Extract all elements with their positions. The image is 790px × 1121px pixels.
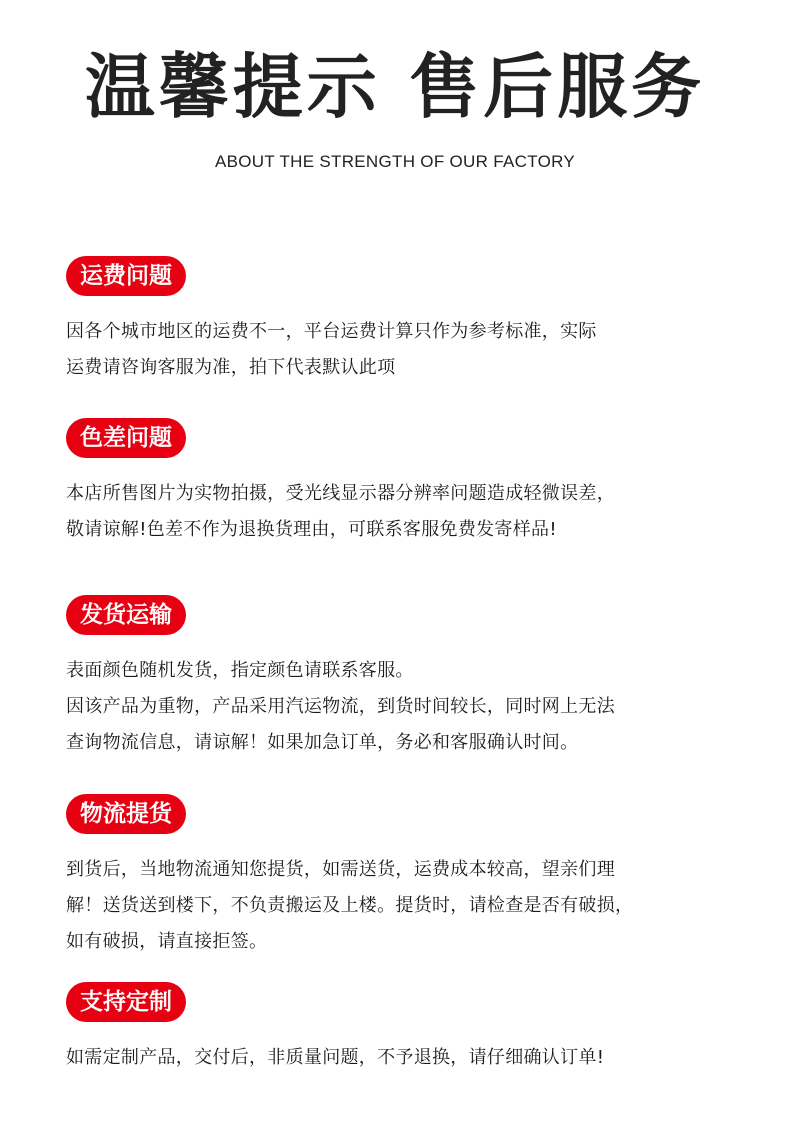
- section-text-line: 因该产品为重物，产品采用汽运物流，到货时间较长，同时网上无法: [66, 696, 615, 717]
- page-title: 温馨提示 售后服务: [84, 46, 706, 128]
- section-text-line: 如有破损，请直接拒签。: [66, 931, 268, 952]
- section-text-line: 敬请谅解!色差不作为退换货理由，可联系客服免费发寄样品!: [66, 519, 557, 540]
- section-heading-customization: 支持定制: [66, 982, 186, 1022]
- section-body: [66, 1040, 766, 1076]
- section-text-line: 解！送货送到楼下，不负责搬运及上楼。提货时，请检查是否有破损，: [66, 895, 634, 916]
- section-color-difference: [66, 418, 766, 548]
- section-body: [66, 852, 766, 960]
- section-text-line: 运费请咨询客服为准，拍下代表默认此项: [66, 357, 396, 378]
- section-heading-color-difference: 色差问题: [66, 418, 186, 458]
- section-customization: [66, 982, 766, 1076]
- section-text-line: 本店所售图片为实物拍摄，受光线显示器分辨率问题造成轻微误差，: [66, 483, 615, 504]
- section-text-line: 如需定制产品，交付后，非质量问题，不予退换，请仔细确认订单!: [66, 1047, 605, 1068]
- section-body: [66, 653, 766, 761]
- section-text-line: 查询物流信息，请谅解！如果加急订单，务必和客服确认时间。: [66, 732, 579, 753]
- section-heading-shipping-fee: 运费问题: [66, 256, 186, 296]
- section-text-line: 因各个城市地区的运费不一，平台运费计算只作为参考标准，实际: [66, 321, 597, 342]
- section-text-line: 到货后，当地物流通知您提货，如需送货，运费成本较高，望亲们理: [66, 859, 615, 880]
- section-heading-delivery: 发货运输: [66, 595, 186, 635]
- section-delivery: [66, 595, 766, 761]
- section-pickup: [66, 794, 766, 960]
- section-text-line: 表面颜色随机发货，指定颜色请联系客服。: [66, 660, 414, 681]
- section-heading-pickup: 物流提货: [66, 794, 186, 834]
- section-shipping-fee: [66, 256, 766, 386]
- section-body: [66, 476, 766, 548]
- page-subtitle: ABOUT THE STRENGTH OF OUR FACTORY: [214, 152, 576, 171]
- section-body: [66, 314, 766, 386]
